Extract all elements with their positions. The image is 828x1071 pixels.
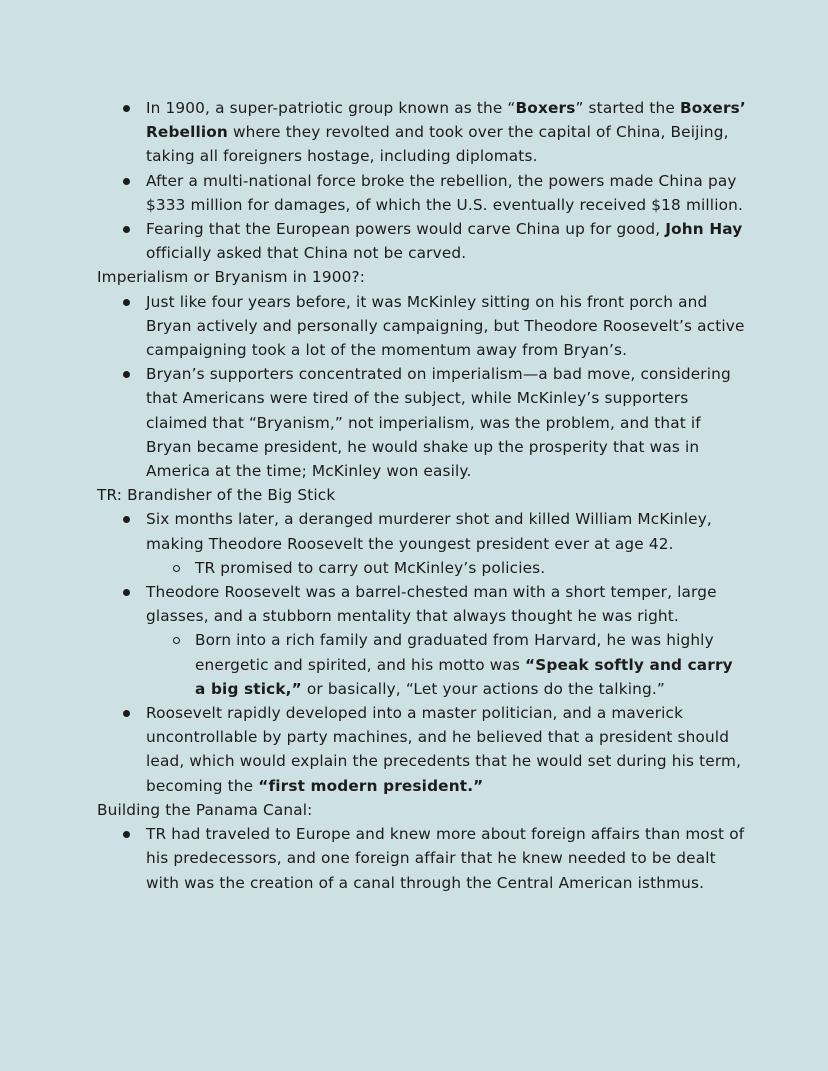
big-stick-list xyxy=(97,507,747,797)
panama-canal-list xyxy=(97,822,747,895)
list-item: In 1900, a super-patriotic group known as the “Boxers” started the Boxers’ Rebellion where they revolted and took over the capital of China, Beijing, taking all foreigners hostage, including diplomats. xyxy=(146,96,747,169)
election-1900-list xyxy=(97,290,747,484)
list-item: Just like four years before, it was McKinley sitting on his front porch and Bryan actively and personally campaigning, but Theodore Roosevelt’s active campaigning took a lot of the momentum away from Bryan’s. xyxy=(146,290,747,363)
list-item: Bryan’s supporters concentrated on imperialism—a bad move, considering that Americans were tired of the subject, while McKinley’s supporters claimed that “Bryanism,” not imperialism, was the problem, and that if Bryan became president, he would shake up the prosperity that was in America at the time; McKinley won easily. xyxy=(146,362,747,483)
sub-list-item: Born into a rich family and graduated from Harvard, he was highly energetic and spirited, and his motto was “Speak softly and carry a big stick,” or basically, “Let your actions do the talking.” xyxy=(195,628,747,701)
list-item: TR had traveled to Europe and knew more about foreign affairs than most of his predecessors, and one foreign affair that he knew needed to be dealt with was the creation of a canal through the Central American isthmus. xyxy=(146,822,747,895)
sub-list-item: TR promised to carry out McKinley’s policies. xyxy=(195,556,747,580)
boxer-rebellion-list xyxy=(97,96,747,265)
sub-list xyxy=(146,556,747,580)
notes-body xyxy=(97,96,747,895)
list-item: After a multi-national force broke the rebellion, the powers made China pay $333 million for damages, of which the U.S. eventually received $18 million. xyxy=(146,169,747,217)
list-item: Theodore Roosevelt was a barrel-chested man with a short temper, large glasses, and a stubborn mentality that always thought he was right. Born into a rich family and graduated from Harvard, he was highly energetic and spirited, and his motto was “Speak softly and carry a big stick,” or basically, “Let your actions do the talking.” xyxy=(146,580,747,701)
section-heading: Building the Panama Canal: xyxy=(97,800,313,819)
list-item: Roosevelt rapidly developed into a master politician, and a maverick uncontrollable by party machines, and he believed that a president should lead, which would explain the precedents that he would set during his term, becoming the “first modern president.” xyxy=(146,701,747,798)
sub-list xyxy=(146,628,747,701)
section-heading: TR: Brandisher of the Big Stick xyxy=(97,486,336,505)
list-item: Six months later, a deranged murderer shot and killed William McKinley, making Theodore Roosevelt the youngest president ever at age 42. TR promised to carry out McKinley’s policies. xyxy=(146,507,747,580)
list-item: Fearing that the European powers would carve China up for good, John Hay officially asked that China not be carved. xyxy=(146,217,747,265)
section-heading: Imperialism or Bryanism in 1900?: xyxy=(97,268,366,287)
